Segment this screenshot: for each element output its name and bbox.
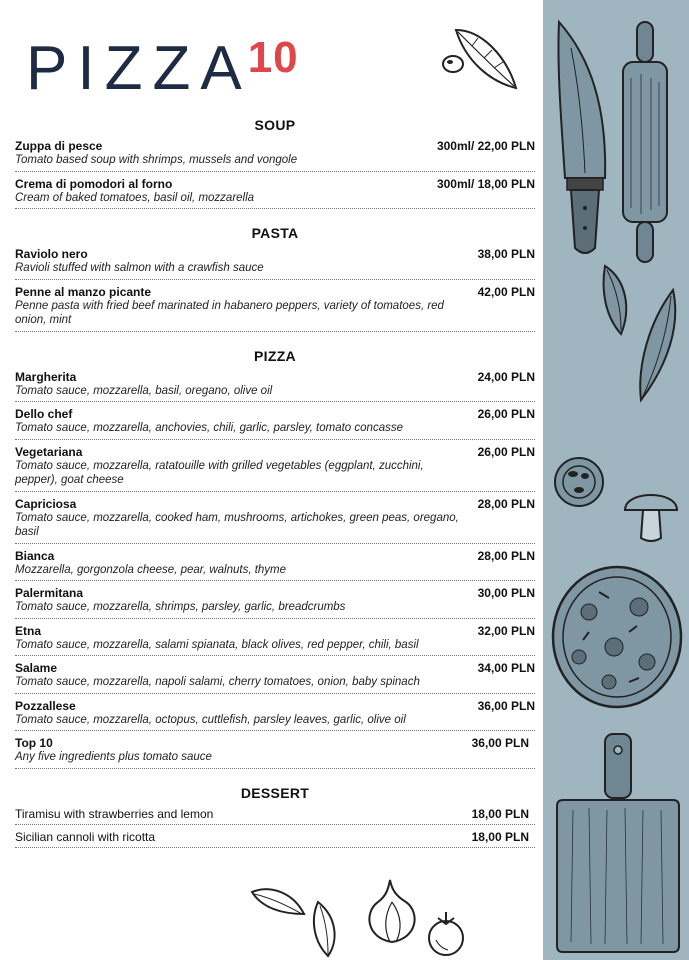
list-item <box>15 176 535 210</box>
item-desc: Mozzarella, gorgonzola cheese, pear, walnuts, thyme <box>15 563 287 576</box>
basil-leaf-icon <box>248 884 308 924</box>
list-item <box>15 284 535 332</box>
list-item <box>15 406 535 440</box>
menu-list <box>15 117 535 864</box>
item-desc: Tomato sauce, mozzarella, basil, oregano, olive oil <box>15 384 273 397</box>
garlic-icon <box>362 876 422 948</box>
pizza-icon <box>549 562 685 712</box>
item-desc: Penne pasta with fried beef marinated in habanero peppers, variety of tomatoes, red onion, mint <box>15 299 444 326</box>
logo-text: PIZZA <box>26 34 252 103</box>
item-desc: Tomato sauce, mozzarella, cooked ham, mushrooms, artichokes, green peas, oregano, basil <box>15 511 459 538</box>
list-item <box>15 660 535 694</box>
item-name: Capriciosa <box>15 496 77 511</box>
item-name: Zuppa di pesce <box>15 139 103 153</box>
item-name: Sicilian cannoli with ricotta <box>15 829 156 844</box>
section-pizza <box>15 348 535 769</box>
item-price: 32,00 PLN <box>477 623 535 638</box>
item-price: 42,00 PLN <box>477 284 535 299</box>
list-item <box>15 623 535 657</box>
item-price: 300ml/ 18,00 PLN <box>436 176 535 191</box>
list-item <box>15 829 535 848</box>
list-item <box>15 585 535 619</box>
item-name: Vegetariana <box>15 444 83 459</box>
section-soup <box>15 117 535 209</box>
list-item <box>15 496 535 544</box>
basil-leaf-icon <box>633 286 683 406</box>
item-name: Top 10 <box>15 736 53 750</box>
item-price: 28,00 PLN <box>477 496 535 511</box>
item-name: Margherita <box>15 369 77 384</box>
list-item <box>15 698 535 732</box>
section-title: SOUP <box>254 117 296 133</box>
item-desc: Tomato sauce, mozzarella, anchovies, chili, garlic, parsley, tomato concasse <box>15 422 403 434</box>
item-price: 36,00 PLN <box>477 698 535 713</box>
section-title: DESSERT <box>240 784 310 801</box>
list-item <box>15 369 535 403</box>
item-desc: Tomato sauce, mozzarella, napoli salami, cherry tomatoes, onion, baby spinach <box>15 676 420 688</box>
item-name: Salame <box>15 661 58 675</box>
basil-leaf-icon <box>308 898 342 960</box>
item-desc: Tomato sauce, mozzarella, octopus, cuttlefish, parsley leaves, garlic, olive oil <box>15 713 406 726</box>
logo-number: 10 <box>247 33 299 82</box>
section-dessert <box>15 785 535 848</box>
list-item <box>15 548 535 582</box>
basil-leaf-icon <box>597 260 637 340</box>
item-price: 18,00 PLN <box>471 806 529 821</box>
item-price: 34,00 PLN <box>477 661 535 675</box>
section-pasta <box>15 225 535 332</box>
tomato-slice-icon <box>553 450 609 514</box>
list-item <box>15 444 535 492</box>
section-title: PASTA <box>251 225 299 241</box>
mushroom-icon <box>621 480 681 544</box>
item-name: Bianca <box>15 548 55 563</box>
item-desc: Cream of baked tomatoes, basil oil, mozzarella <box>15 191 255 204</box>
section-title: PIZZA <box>254 347 296 364</box>
item-price: 36,00 PLN <box>471 736 529 750</box>
list-item <box>15 735 535 769</box>
item-name: Etna <box>15 623 42 638</box>
item-desc: Any five ingredients plus tomato sauce <box>15 751 212 763</box>
knife-icon <box>551 18 611 258</box>
item-price: 38,00 PLN <box>477 247 535 261</box>
item-price: 24,00 PLN <box>477 369 535 384</box>
item-desc: Tomato sauce, mozzarella, salami spianata, black olives, red pepper, chili, basil <box>15 638 419 651</box>
item-name: Tiramisu with strawberries and lemon <box>15 806 214 821</box>
item-name: Crema di pomodori al forno <box>15 176 173 191</box>
item-desc: Tomato sauce, mozzarella, shrimps, parsley, garlic, breadcrumbs <box>15 601 346 613</box>
item-desc: Ravioli stuffed with salmon with a crawfish sauce <box>15 262 264 274</box>
item-price: 18,00 PLN <box>471 829 529 844</box>
item-price: 26,00 PLN <box>477 407 535 421</box>
olive-icon <box>440 52 470 76</box>
list-item <box>15 806 535 825</box>
decorative-sidebar <box>543 0 689 960</box>
item-price: 26,00 PLN <box>477 444 535 459</box>
list-item <box>15 246 535 280</box>
item-price: 28,00 PLN <box>477 548 535 563</box>
list-item <box>15 138 535 172</box>
item-price: 30,00 PLN <box>477 586 535 600</box>
rolling-pin-icon <box>615 18 675 268</box>
item-name: Palermitana <box>15 586 84 600</box>
item-name: Pozzallese <box>15 698 76 713</box>
item-name: Dello chef <box>15 407 73 421</box>
item-desc: Tomato sauce, mozzarella, ratatouille with grilled vegetables (eggplant, zucchini, pepper), goat cheese <box>15 459 424 486</box>
tomato-icon <box>426 904 466 958</box>
item-name: Penne al manzo picante <box>15 284 152 299</box>
item-name: Raviolo nero <box>15 247 88 261</box>
cutting-board-icon <box>553 730 683 955</box>
item-price: 300ml/ 22,00 PLN <box>436 139 535 153</box>
item-desc: Tomato based soup with shrimps, mussels and vongole <box>15 154 298 166</box>
pizza10-logo <box>26 33 299 103</box>
